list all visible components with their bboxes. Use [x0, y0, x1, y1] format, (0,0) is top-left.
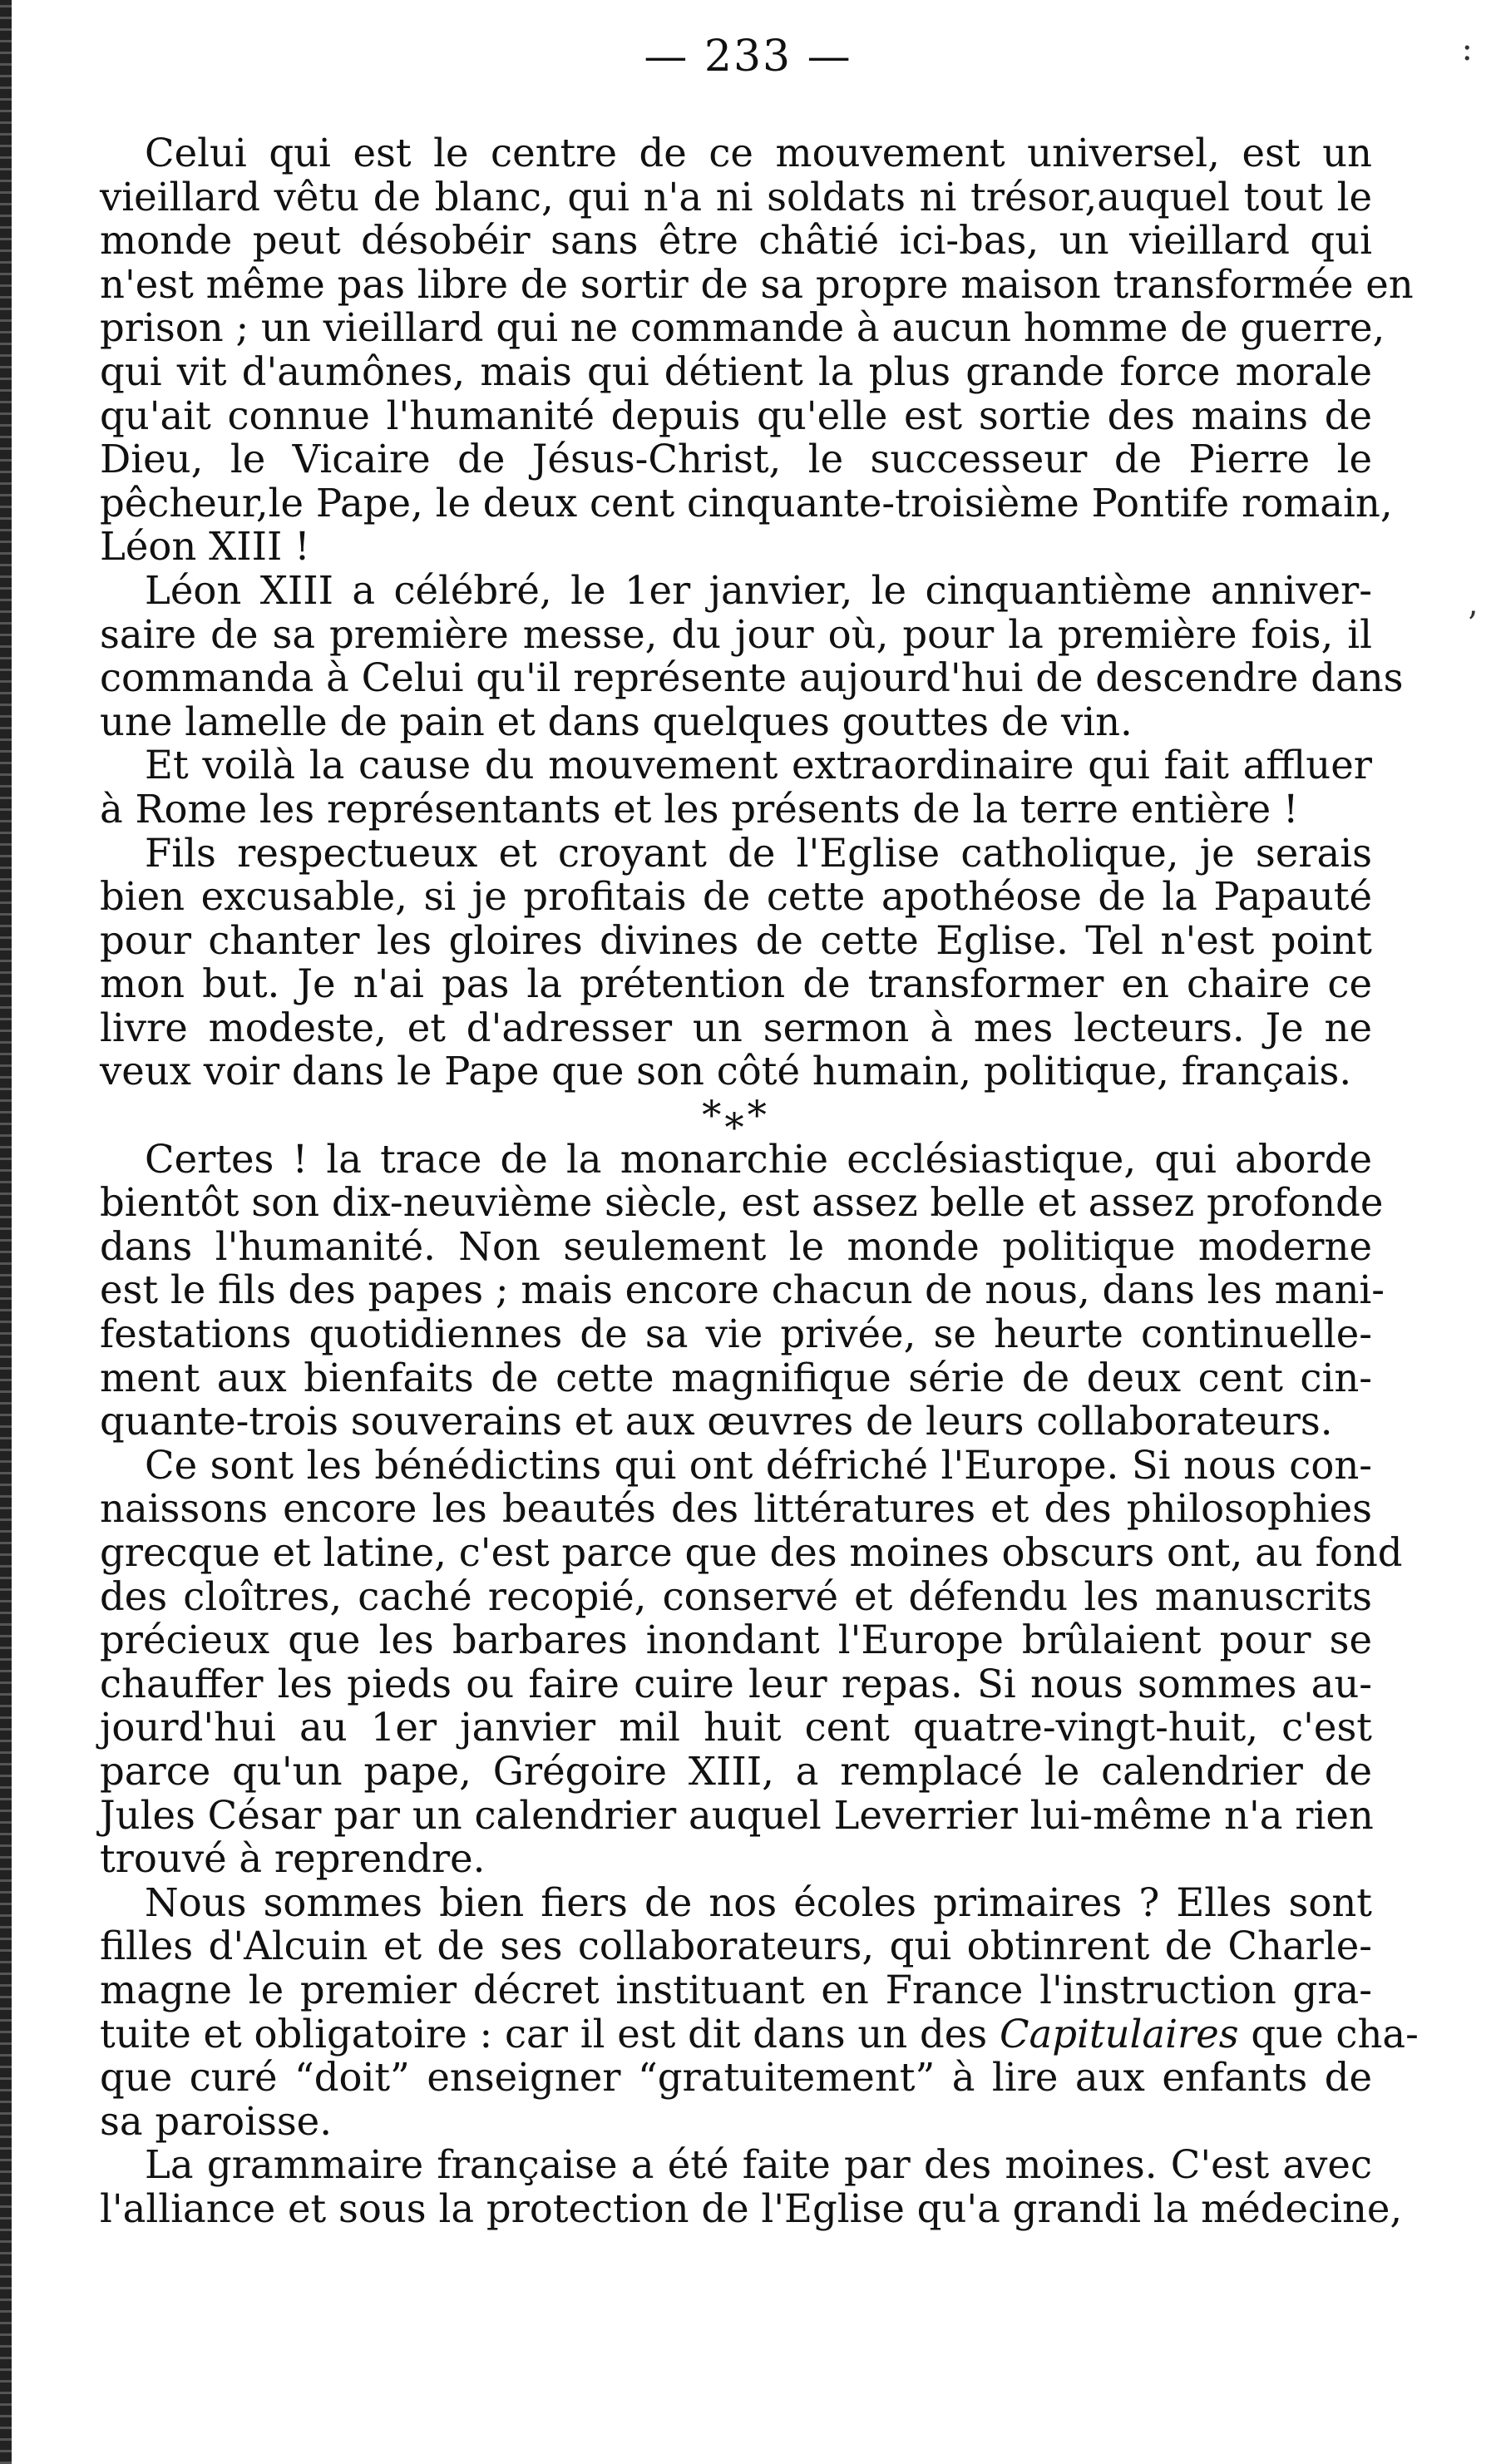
paragraph — [100, 832, 1372, 1094]
text-line: trouvé à reprendre. — [100, 1836, 486, 1882]
margin-mark: : — [1461, 30, 1473, 68]
text-line: pêcheur,le Pape, le deux cent cinquante-troisième Pontife romain, — [100, 480, 1393, 526]
text-line: ment aux bienfaits de cette magnifique série de deux cent cin- — [100, 1355, 1372, 1400]
text-line: pour chanter les gloires divines de cette Eglise. Tel n'est point — [100, 917, 1372, 963]
page-binding-edge — [0, 0, 12, 2464]
text-line: à Rome les représentants et les présents de la terre entière ! — [100, 786, 1299, 832]
text-line: mon but. Je n'ai pas la prétention de transformer en chaire ce — [100, 961, 1372, 1007]
text-line: une lamelle de pain et dans quelques gouttes de vin. — [100, 699, 1133, 744]
text-line: filles d'Alcuin et de ses collaborateurs, qui obtinrent de Charle- — [100, 1923, 1372, 1969]
margin-mark: ’ — [1467, 605, 1478, 644]
text-line: Léon XIII ! — [100, 524, 310, 570]
text-line: l'alliance et sous la protection de l'Eglise qu'a grandi la médecine, — [100, 2185, 1403, 2231]
text-line: bien excusable, si je profitais de cette apothéose de la Papauté — [100, 874, 1372, 920]
paragraph — [100, 567, 1404, 744]
text-line: Jules César par un calendrier auquel Leverrier lui-même n'a rien — [100, 1792, 1374, 1838]
paragraph — [100, 1442, 1403, 1882]
text-line: qui vit d'aumônes, mais qui détient la plus grande force morale — [100, 348, 1372, 394]
text-line: festations quotidiennes de sa vie privée, se heurte continuelle- — [100, 1311, 1372, 1357]
text-line: chauffer les pieds ou faire cuire leur repas. Si nous sommes au- — [100, 1661, 1372, 1706]
text-line: Léon XIII a célébré, le 1er janvier, le cinquantième anniver- — [145, 567, 1372, 613]
text-line: quante-trois souverains et aux œuvres de leurs collaborateurs. — [100, 1399, 1333, 1444]
text-line: sa paroisse. — [100, 2098, 332, 2144]
text-line: vieillard vêtu de blanc, qui n'a ni soldats ni trésor,auquel tout le — [100, 174, 1372, 220]
section-separator — [100, 1094, 1372, 1138]
paragraph — [100, 743, 1372, 831]
text-line: veux voir dans le Pape que son côté humain, politique, français. — [100, 1049, 1352, 1094]
text-line: livre modeste, et d'adresser un sermon à mes lecteurs. Je ne — [100, 1005, 1372, 1050]
text-line: tuite et obligatoire : car il est dit dans un des Capitulaires que cha- — [100, 2011, 1419, 2057]
text-line: *⁎* — [702, 1093, 770, 1138]
text-line: naissons encore les beautés des littératures et des philosophies — [100, 1486, 1372, 1532]
paragraph — [100, 2142, 1403, 2231]
text-line: bientôt son dix-neuvième siècle, est assez belle et assez profonde — [100, 1180, 1384, 1226]
text-line: magne le premier décret instituant en France l'instruction gra- — [100, 1967, 1372, 2012]
text-line: grecque et latine, c'est parce que des moines obscurs ont, au fond — [100, 1530, 1403, 1575]
paragraph — [100, 1136, 1385, 1444]
text-line: Et voilà la cause du mouvement extraordinaire qui fait affluer — [145, 743, 1372, 788]
text-line: parce qu'un pape, Grégoire XIII, a remplacé le calendrier de — [100, 1748, 1372, 1794]
text-line: n'est même pas libre de sortir de sa propre maison transformée en — [100, 261, 1414, 307]
page-number: — 233 — — [644, 32, 852, 81]
text-line: saire de sa première messe, du jour où, pour la première fois, il — [100, 611, 1372, 657]
text-line: La grammaire française a été faite par des moines. C'est avec — [145, 2142, 1372, 2188]
italic-term: Capitulaires — [999, 2011, 1239, 2057]
paragraph — [100, 1879, 1419, 2144]
text-line: est le fils des papes ; mais encore chacun de nous, dans les mani- — [100, 1267, 1385, 1313]
body-text — [100, 131, 1419, 2231]
text-line: précieux que les barbares inondant l'Europe brûlaient pour se — [100, 1617, 1372, 1663]
text-line: dans l'humanité. Non seulement le monde politique moderne — [100, 1223, 1372, 1269]
text-line: que curé “doit” enseigner “gratuitement” à lire aux enfants de — [100, 2055, 1372, 2101]
text-line: prison ; un vieillard qui ne commande à aucun homme de guerre, — [100, 305, 1385, 351]
text-line: Nous sommes bien fiers de nos écoles primaires ? Elles sont — [145, 1879, 1372, 1925]
text-line: Celui qui est le centre de ce mouvement universel, est un — [145, 131, 1372, 175]
paragraph — [100, 131, 1414, 570]
text-line: qu'ait connue l'humanité depuis qu'elle est sortie des mains de — [100, 393, 1372, 438]
text-line: jourd'hui au 1er janvier mil huit cent quatre-vingt-huit, c'est — [100, 1705, 1372, 1750]
text-line: monde peut désobéir sans être châtié ici-bas, un vieillard qui — [100, 218, 1372, 264]
text-line: Ce sont les bénédictins qui ont défriché l'Europe. Si nous con- — [145, 1442, 1372, 1488]
text-line: Dieu, le Vicaire de Jésus-Christ, le successeur de Pierre le — [100, 437, 1372, 482]
text-line: des cloîtres, caché recopié, conservé et défendu les manuscrits — [100, 1573, 1372, 1619]
text-line: Certes ! la trace de la monarchie ecclésiastique, qui aborde — [145, 1136, 1372, 1182]
text-line: Fils respectueux et croyant de l'Eglise catholique, je serais — [145, 830, 1372, 876]
text-line: commanda à Celui qu'il représente aujourd'hui de descendre dans — [100, 655, 1404, 701]
